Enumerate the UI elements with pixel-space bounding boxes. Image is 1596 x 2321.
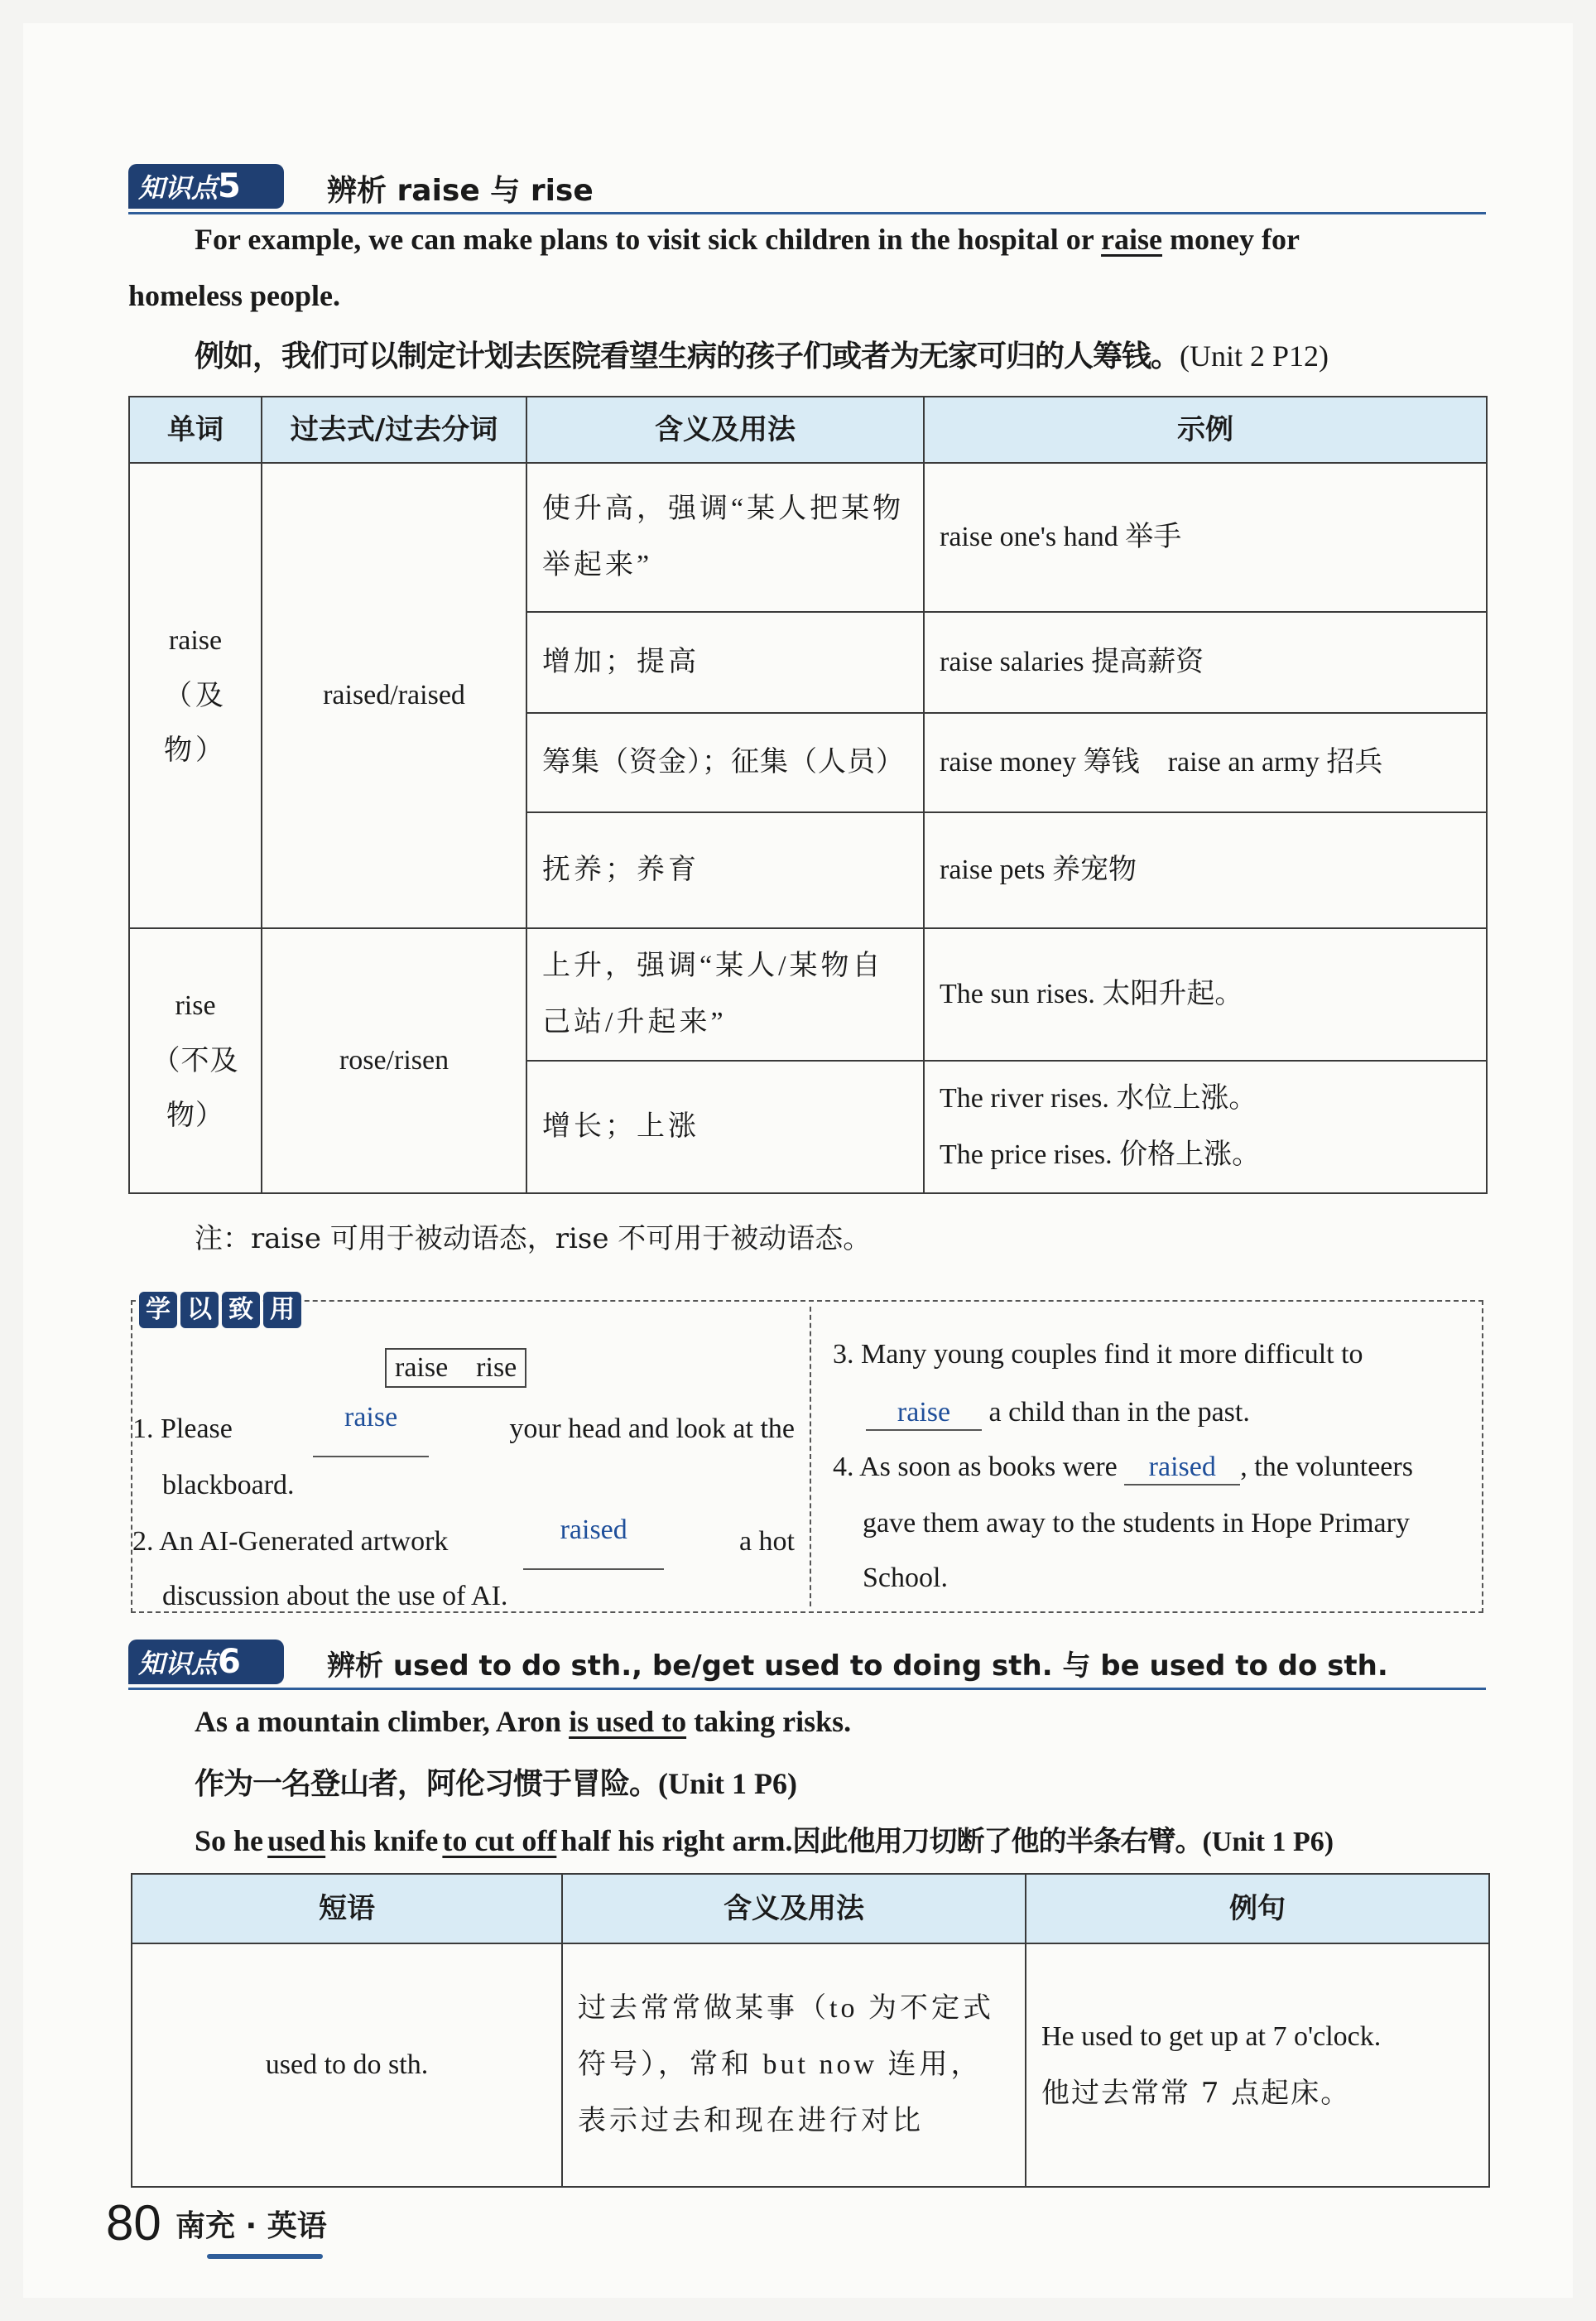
practice-badge-char: 以 (180, 1292, 219, 1328)
q2-answer: raised (523, 1514, 664, 1570)
example-cell: The sun rises. 太阳升起。 (924, 928, 1487, 1061)
kp6-s1-zh-text: 作为一名登山者，阿伦习惯于冒险。 (195, 1767, 659, 1801)
raise-rise-table (128, 396, 1488, 1194)
example-zh: 他过去常常 7 点起床。 (1041, 2077, 1351, 2110)
q1-text-b: your head and look at the (509, 1413, 795, 1444)
kp6-sentence-1 (195, 1704, 851, 1739)
q4-answer: raised (1124, 1451, 1240, 1486)
example-cell: raise pets 养宠物 (924, 812, 1487, 928)
raise-word-cell (129, 463, 262, 928)
kp6-s1-part-a: As a mountain climber, Aron (195, 1705, 562, 1738)
q4-text-c: gave them away to the students in Hope Primary (863, 1508, 1410, 1539)
col-header-word: 单词 (129, 397, 262, 463)
kp5-header (128, 164, 1486, 214)
col-header-phrase: 短语 (132, 1874, 562, 1943)
q4-text-a: 4. As soon as books were (833, 1452, 1118, 1482)
kp5-example-en-part2: money for (1170, 223, 1300, 256)
practice-box (131, 1295, 1483, 1613)
kp6-s2-part-b: his knife (329, 1824, 439, 1857)
q1-answer: raise (313, 1401, 429, 1457)
kp6-badge-number: 6 (218, 1643, 241, 1681)
col-header-example: 例句 (1026, 1874, 1489, 1943)
table-row (129, 463, 1487, 612)
question-2 (132, 1514, 795, 1570)
kp5-badge-label: 知识点 (138, 172, 219, 204)
rise-word-cell (129, 928, 262, 1193)
kp5-example-en-part1: For example, we can make plans to visit sick children in the hospital or (195, 223, 1094, 256)
q3-answer: raise (866, 1396, 982, 1431)
kp6-s2-part-a: So he (195, 1824, 264, 1857)
practice-divider (810, 1307, 811, 1606)
word-box (385, 1340, 526, 1396)
kp6-s2-zh-text: 因此他用刀切断了他的半条右臂。 (792, 1825, 1203, 1858)
col-header-meaning: 含义及用法 (562, 1874, 1026, 1943)
table-row (129, 928, 1487, 1061)
kp6-title: 辨析 used to do sth., be/get used to doing sth. 与 be used to do sth. (327, 1649, 1388, 1683)
q2-text-b: a hot (738, 1526, 795, 1557)
kp6-badge-label: 知识点 (138, 1648, 219, 1679)
kp6-s2-part-c: half his right arm. (560, 1824, 793, 1857)
kp5-note: 注：raise 可用于被动语态，rise 不可用于被动语态。 (195, 1222, 872, 1255)
kp6-s2-underlined-1: used (267, 1824, 326, 1857)
meaning-cell: 增长；上涨 (526, 1061, 924, 1193)
kp5-example-ref: (Unit 2 P12) (1180, 339, 1329, 373)
question-3-line2 (866, 1384, 1250, 1441)
rise-forms: rose/risen (262, 928, 526, 1193)
rise-word: rise (175, 990, 216, 1021)
practice-badge-char: 用 (263, 1292, 301, 1328)
example-en: He used to get up at 7 o'clock. (1041, 2021, 1382, 2052)
kp5-example-en (195, 222, 1486, 257)
kp6-header (128, 1640, 1486, 1690)
kp5-example-zh (195, 333, 1329, 375)
word-box-text: raise rise (385, 1348, 526, 1388)
meaning-cell: 增加；提高 (526, 612, 924, 713)
kp5-example-zh-text: 例如，我们可以制定计划去医院看望生病的孩子们或者为无家可归的人筹钱。 (195, 339, 1180, 373)
meaning-cell: 使升高，强调“某人把某物举起来” (526, 463, 924, 612)
meaning-cell: 抚养；养育 (526, 812, 924, 928)
kp6-s1-ref: (Unit 1 P6) (658, 1767, 797, 1800)
kp5-example-en-underlined: raise (1101, 223, 1163, 256)
q1-text-a: 1. Please (132, 1413, 233, 1444)
example-cell (924, 1061, 1487, 1193)
table-row (132, 1943, 1489, 2187)
page-number: 80 (106, 2195, 161, 2251)
q3-text-a: 3. Many young couples find it more difficult to (833, 1339, 1363, 1370)
example-line-2: The price rises. 价格上涨。 (940, 1139, 1261, 1170)
q4-text-b: , the volunteers (1240, 1452, 1413, 1482)
kp6-sentence-2 (195, 1818, 1334, 1859)
raise-type: （及物） (164, 679, 227, 767)
kp6-s1-underlined: is used to (569, 1705, 687, 1738)
kp5-title: 辨析 raise 与 rise (327, 174, 594, 208)
kp5-badge-number: 5 (218, 167, 241, 205)
practice-badge-char: 学 (139, 1292, 177, 1328)
example-line-1: The river rises. 水位上涨。 (940, 1083, 1257, 1114)
kp6-sentence-1-zh (195, 1760, 797, 1803)
example-cell (1026, 1943, 1489, 2187)
footer-accent-line (207, 2254, 323, 2259)
q4-text-d: School. (863, 1563, 948, 1593)
col-header-example: 示例 (924, 397, 1487, 463)
meaning-cell: 过去常常做某事（to 为不定式符号），常和 but now 连用，表示过去和现在进行对比 (562, 1943, 1026, 2187)
col-header-forms: 过去式/过去分词 (262, 397, 526, 463)
q1-text-c: blackboard. (162, 1470, 295, 1500)
kp5-badge (128, 164, 284, 209)
meaning-cell: 上升，强调“某人/某物自己站/升起来” (526, 928, 924, 1061)
used-to-table (131, 1873, 1490, 2188)
practice-badge-char: 致 (222, 1292, 260, 1328)
kp6-badge (128, 1640, 284, 1684)
example-cell: raise money 筹钱 raise an army 招兵 (924, 713, 1487, 812)
kp6-s1-part-b: taking risks. (694, 1705, 852, 1738)
question-4 (833, 1439, 1413, 1495)
kp5-example-en-line2: homeless people. (128, 279, 340, 312)
raise-word: raise (168, 625, 223, 656)
q2-text-a: 2. An AI-Generated artwork (132, 1526, 449, 1557)
example-cell: raise salaries 提高薪资 (924, 612, 1487, 713)
kp6-s2-underlined-2: to cut off (442, 1824, 557, 1857)
phrase-cell: used to do sth. (132, 1943, 562, 2187)
q3-text-b: a child than in the past. (988, 1397, 1250, 1428)
example-cell: raise one's hand 举手 (924, 463, 1487, 612)
meaning-cell: 筹集（资金）；征集（人员） (526, 713, 924, 812)
table-header-row (129, 397, 1487, 463)
col-header-meaning: 含义及用法 (526, 397, 924, 463)
q2-text-c: discussion about the use of AI. (162, 1581, 508, 1611)
rise-type: （不及物） (151, 1044, 239, 1132)
question-1 (132, 1401, 795, 1457)
kp6-s2-ref: (Unit 1 P6) (1202, 1827, 1334, 1857)
raise-forms: raised/raised (262, 463, 526, 928)
practice-badge (139, 1292, 301, 1328)
table-header-row (132, 1874, 1489, 1943)
footer-text: 南充 · 英语 (175, 2209, 327, 2243)
